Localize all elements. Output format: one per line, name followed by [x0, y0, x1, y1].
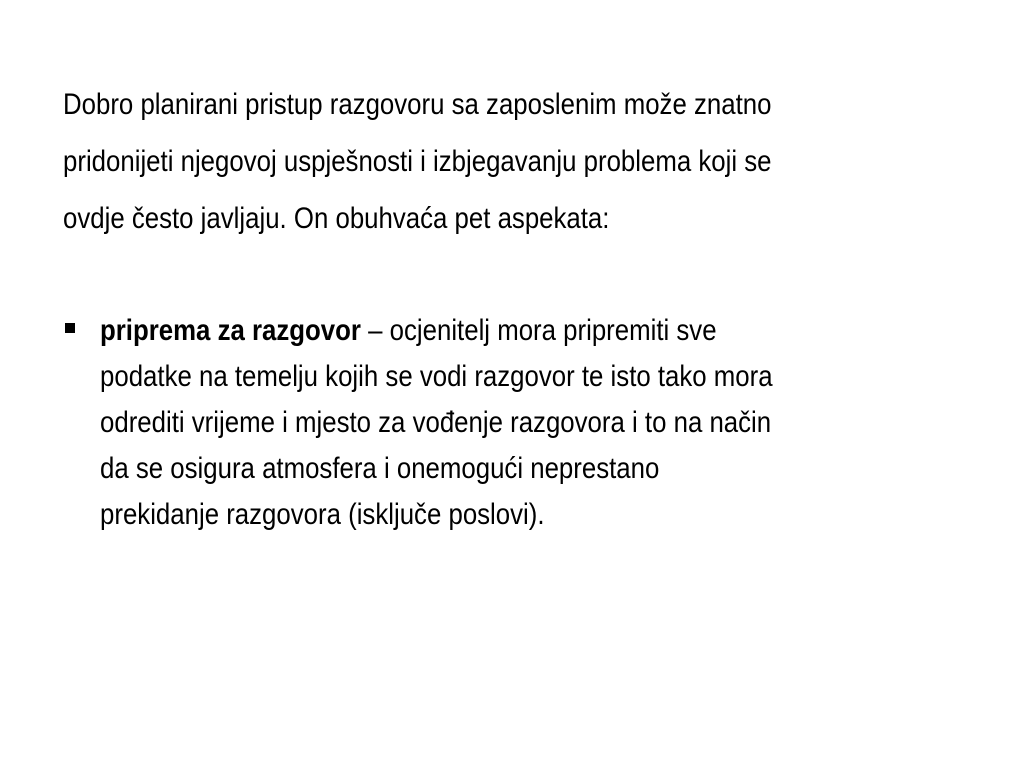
bullet-line: podatke na temelju kojih se vodi razgovor te isto tako mora — [100, 360, 773, 393]
intro-paragraph — [63, 76, 854, 247]
intro-line: ovdje često javljaju. On obuhvaća pet aspekata: — [63, 202, 610, 235]
bullet-line: da se osigura atmosfera i onemogući neprestano — [100, 452, 660, 485]
intro-line: Dobro planirani pristup razgovoru sa zaposlenim može znatno — [63, 88, 772, 121]
bullet-first-line-rest: – ocjenitelj mora pripremiti sve — [360, 314, 717, 347]
bullet-line — [100, 308, 877, 354]
aspects-list — [63, 308, 1003, 538]
square-bullet-icon — [65, 323, 75, 333]
bullet-line: prekidanje razgovora (isključe poslovi). — [100, 498, 545, 531]
bullet-text — [100, 308, 877, 538]
bullet-line: odrediti vrijeme i mjesto za vođenje razgovora i to na način — [100, 406, 772, 439]
intro-line: pridonijeti njegovoj uspješnosti i izbjegavanju problema koji se — [63, 145, 772, 178]
list-item — [63, 308, 1003, 538]
bullet-term: priprema za razgovor — [100, 314, 361, 347]
